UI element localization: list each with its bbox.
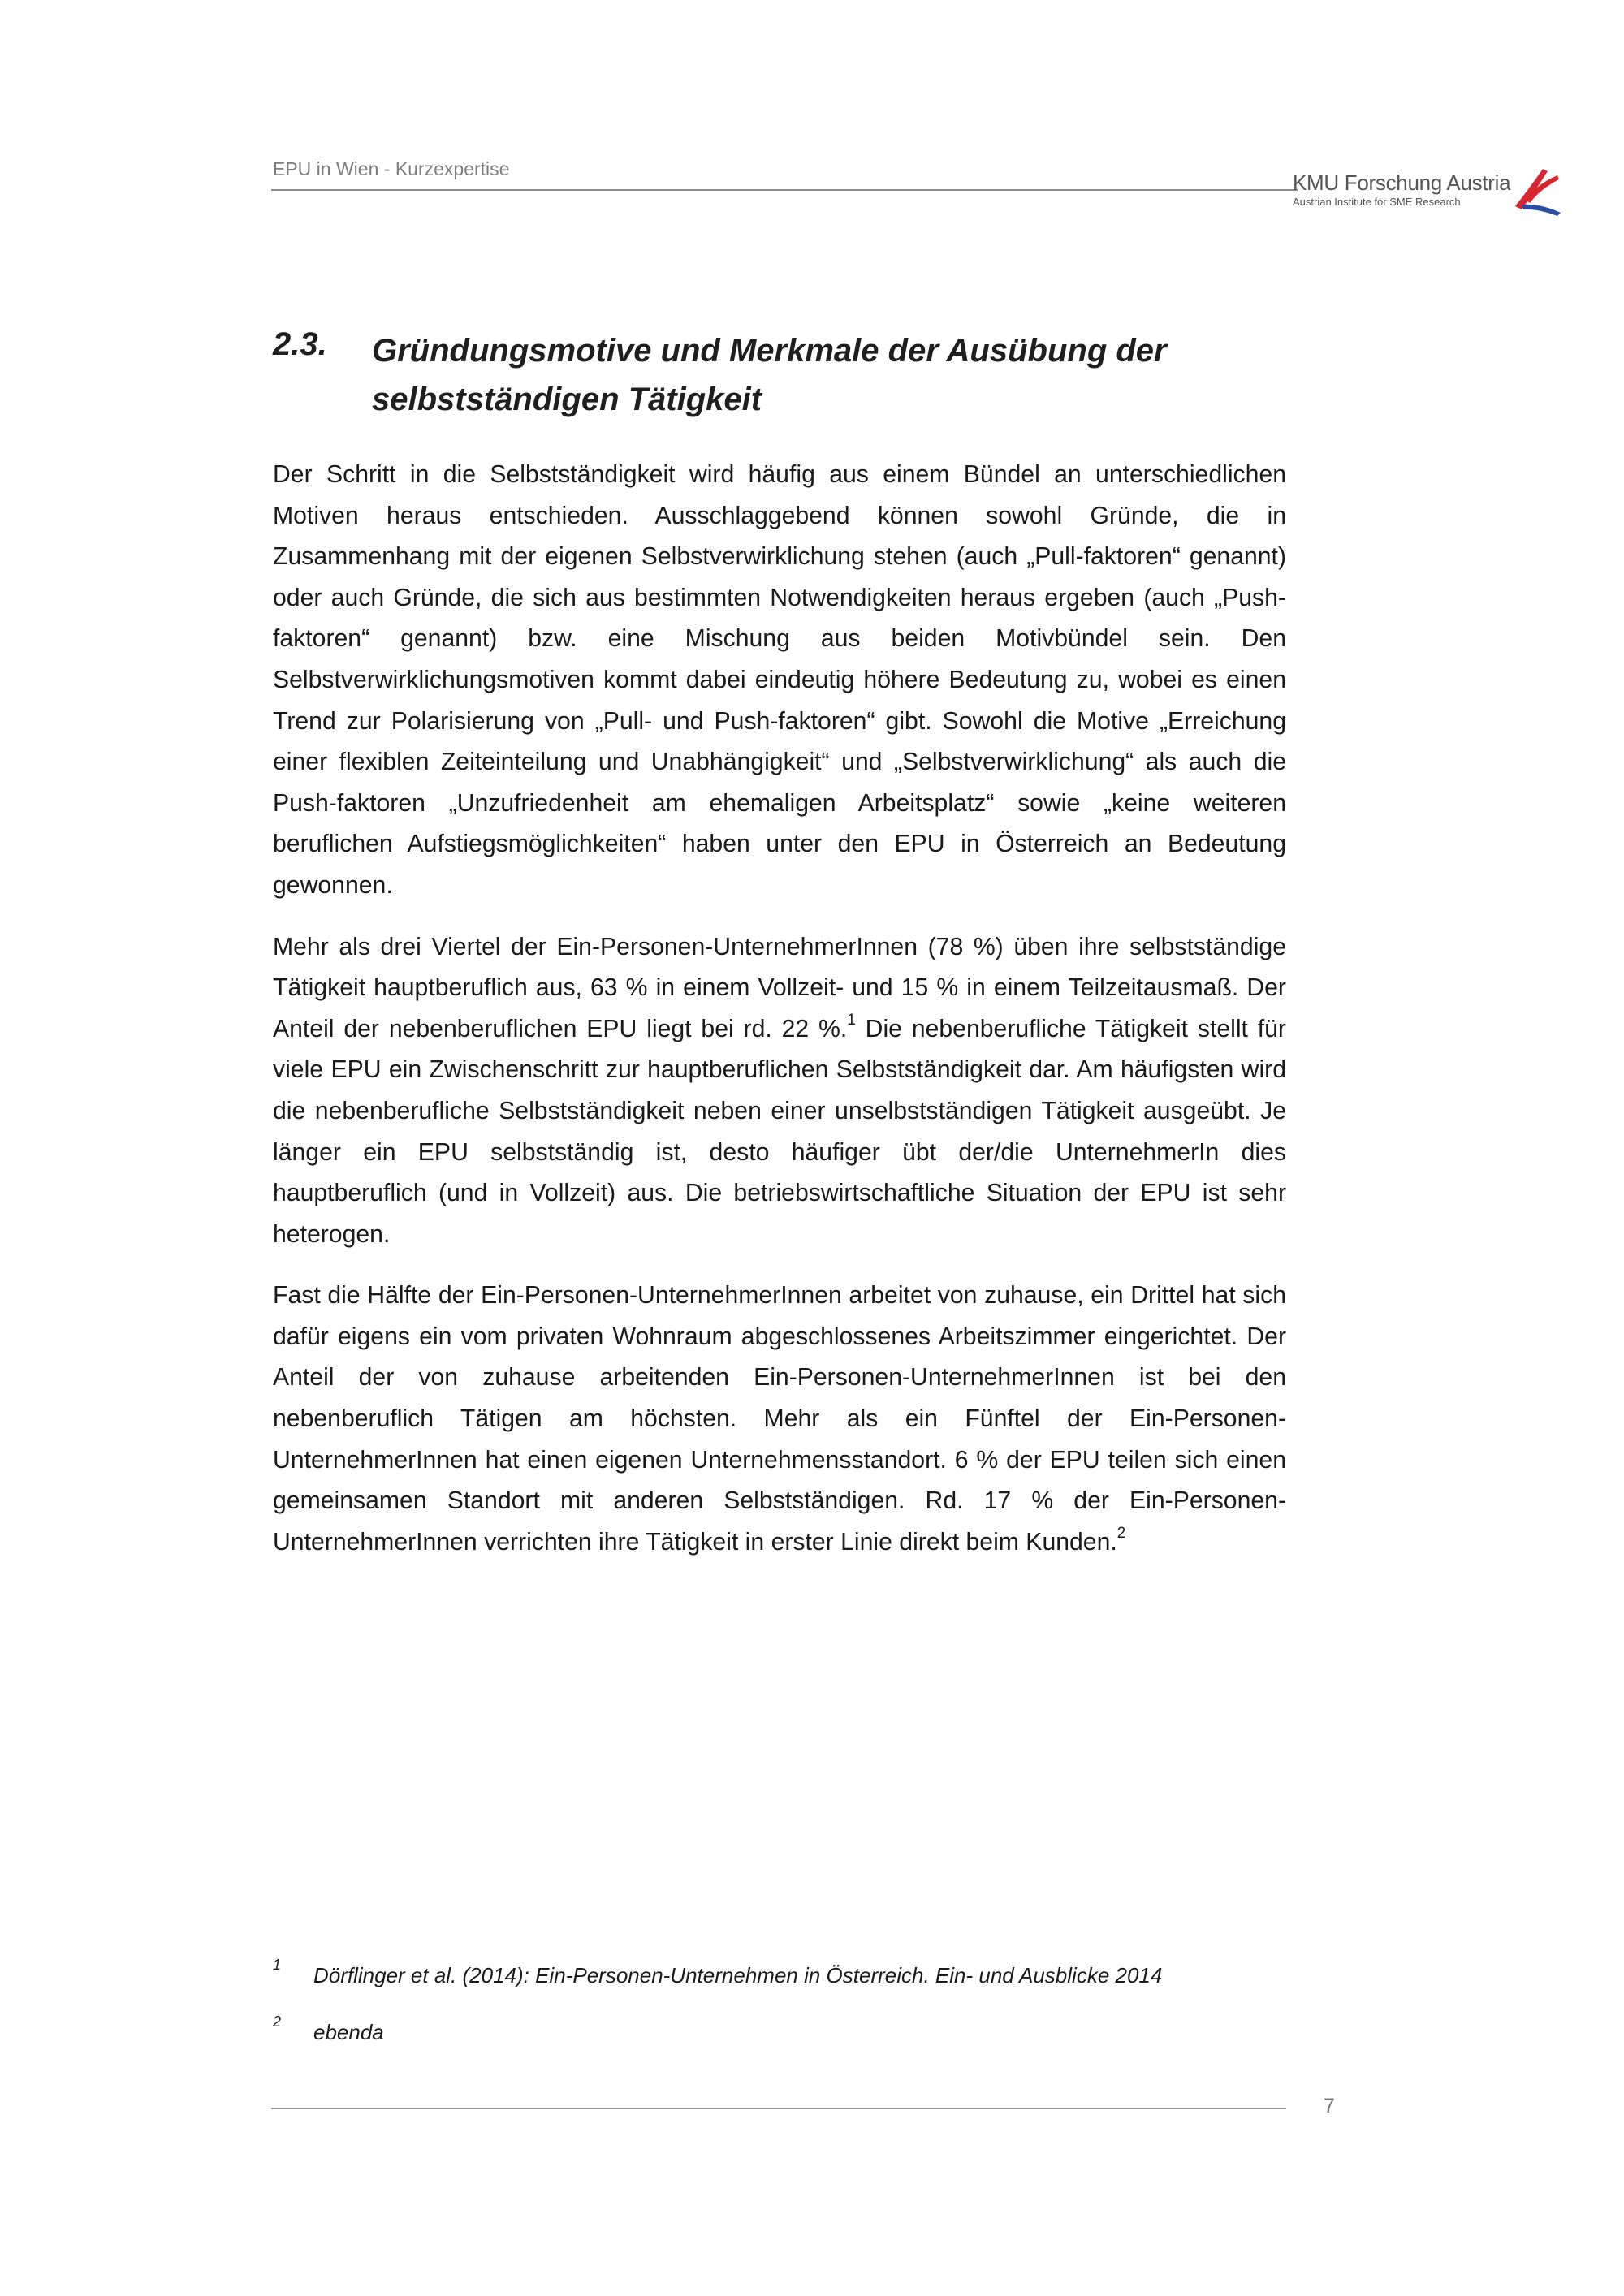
- footnote-number: 1: [273, 1957, 282, 1973]
- document-header-title: EPU in Wien - Kurzexpertise: [273, 158, 510, 179]
- logo-name: KMU Forschung Austria: [1293, 170, 1511, 195]
- kmu-logo-mark-icon: [1510, 164, 1564, 218]
- section-number: 2.3.: [273, 326, 327, 362]
- logo-subtitle: Austrian Institute for SME Research: [1293, 196, 1461, 208]
- footnote-number: 2: [273, 2013, 282, 2030]
- paragraph-motives: Der Schritt in die Selbstständigkeit wird häufig aus einem Bündel an unterschiedlichen Motiven heraus entschieden. Ausschlaggebend können sowohl Gründe, die in Zusammenhang mit der eigenen Selbstverwirklichung stehen (auch „Pull-faktoren“ genannt) oder auch Gründe, die sich aus bestimmten Notwendigkeiten heraus ergeben (auch „Push-faktoren“ genannt) bzw. eine Mischung aus beiden Motivbündel sein. Den Selbstverwirklichungsmotiven kommt dabei eindeutig höhere Bedeutung zu, wobei es einen Trend zur Polarisierung von „Pull- und Push-faktoren“ gibt. Sowohl die Motive „Erreichung einer flexiblen Zeiteinteilung und Unabhängigkeit“ und „Selbstverwirklichung“ als auch die Push-faktoren „Unzufriedenheit am ehemaligen Arbeitsplatz“ sowie „keine weiteren beruflichen Aufstiegsmöglichkeiten“ haben unter den EPU in Österreich an Bedeutung gewonnen.: [273, 461, 1286, 899]
- footnote-text: Dörflinger et al. (2014): Ein-Personen-Unternehmen in Österreich. Ein- und Ausblicke 2014: [313, 1963, 1163, 1987]
- page-number: 7: [1324, 2095, 1335, 2117]
- paragraph-workplace: [273, 1275, 1286, 1563]
- kmu-logo: [1293, 170, 1562, 221]
- paragraph-text: Fast die Hälfte der Ein-Personen-UnternehmerInnen arbeitet von zuhause, ein Drittel hat sich dafür eigens ein vom privaten Wohnraum abgeschlossenes Arbeitszimmer eingerichtet. Der Anteil der von zuhause arbeitenden Ein-Personen-UnternehmerInnen ist bei den nebenberuflich Tätigen am höchsten. Mehr als ein Fünftel der Ein-Personen-UnternehmerInnen hat einen eigenen Unternehmensstandort. 6 % der EPU teilen sich einen gemeinsamen Standort mit anderen Selbstständigen. Rd. 17 % der Ein-Personen-UnternehmerInnen verrichten ihre Tätigkeit in erster Linie direkt beim Kunden.: [273, 1282, 1286, 1556]
- footnote-ref-2: 2: [1116, 1524, 1126, 1542]
- header-divider: [271, 189, 1298, 191]
- body-text: [273, 455, 1286, 1583]
- section-title: Gründungsmotive und Merkmale der Ausübung der selbstständigen Tätigkeit: [372, 333, 1167, 417]
- footer-divider: [271, 2108, 1286, 2109]
- paragraph-main-occupation: [273, 927, 1286, 1256]
- footnote-text: ebenda: [313, 2020, 384, 2044]
- paragraph-text: Die nebenberufliche Tätigkeit stellt für viele EPU ein Zwischenschritt zur hauptberuflichen Selbstständigkeit dar. Am häufigsten wird die nebenberufliche Selbstständigkeit neben einer unselbstständigen Tätigkeit ausgeübt. Je länger ein EPU selbstständig ist, desto häufiger übt der/die UnternehmerIn dies hauptberuflich (und in Vollzeit) aus. Die betriebswirtschaftliche Situation der EPU ist sehr heterogen.: [273, 1015, 1286, 1248]
- footnote-ref-1: 1: [847, 1011, 856, 1029]
- paragraph-text: Mehr als drei Viertel der Ein-Personen-UnternehmerInnen (78 %) üben ihre selbstständige Tätigkeit hauptberuflich aus, 63 % in einem Vollzeit- und 15 % in einem Teilzeitausmaß. Der Anteil der nebenberuflichen EPU liegt bei rd. 22 %.: [273, 933, 1286, 1042]
